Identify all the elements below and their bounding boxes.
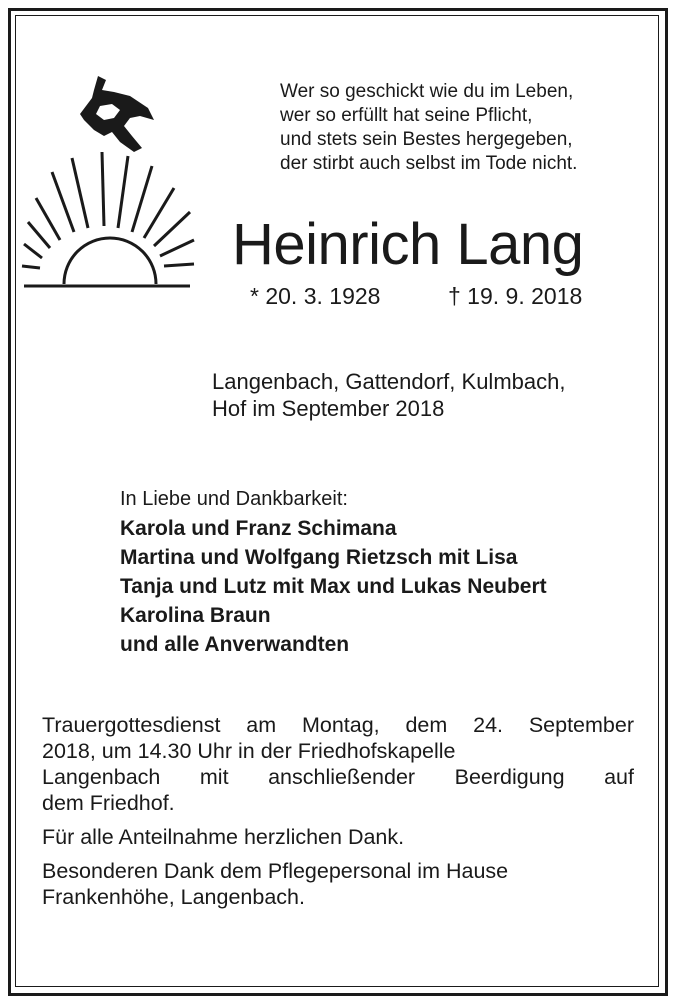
place-and-date (212, 368, 565, 422)
mourner-name: Martina und Wolfgang Rietzsch mit Lisa (120, 546, 518, 569)
deceased-name: Heinrich Lang (232, 212, 584, 277)
thanks-text: Für alle Anteilnahme herzlichen Dank. (42, 825, 405, 849)
dove-over-rising-sun-icon (18, 70, 198, 295)
service-line: dem Friedhof. (42, 791, 175, 815)
poem-line: und stets sein Bestes hergegeben, (280, 129, 573, 150)
poem-line: Wer so geschickt wie du im Leben, (280, 81, 574, 102)
special-thanks-text (42, 858, 634, 910)
mourner-name: Tanja und Lutz mit Max und Lukas Neubert (120, 575, 547, 598)
special-thanks-line: Besonderen Dank dem Pflegepersonal im Hause (42, 859, 509, 883)
mourner-name: Karola und Franz Schimana (120, 517, 397, 540)
poem-line: der stirbt auch selbst im Tode nicht. (280, 153, 578, 174)
service-line: 2018, um 14.30 Uhr in der Friedhofskapelle (42, 739, 456, 763)
funeral-notice (42, 712, 634, 918)
mourners-block (120, 484, 547, 659)
service-line: Trauergottesdienst am Montag, dem 24. September (42, 713, 634, 737)
mourners-intro: In Liebe und Dankbarkeit: (120, 488, 348, 510)
mourner-name: Karolina Braun (120, 604, 271, 627)
death-date: † 19. 9. 2018 (448, 283, 583, 309)
service-line: Langenbach mit anschließender Beerdigung auf (42, 765, 634, 789)
place-line: Hof im September 2018 (212, 396, 445, 421)
poem-line: wer so erfüllt hat seine Pflicht, (280, 105, 533, 126)
special-thanks-line: Frankenhöhe, Langenbach. (42, 885, 305, 909)
funeral-service-text (42, 712, 634, 816)
place-line: Langenbach, Gattendorf, Kulmbach, (212, 369, 566, 394)
birth-date: * 20. 3. 1928 (250, 283, 381, 309)
mourner-name: und alle Anverwandten (120, 633, 350, 656)
memorial-poem (280, 80, 577, 176)
